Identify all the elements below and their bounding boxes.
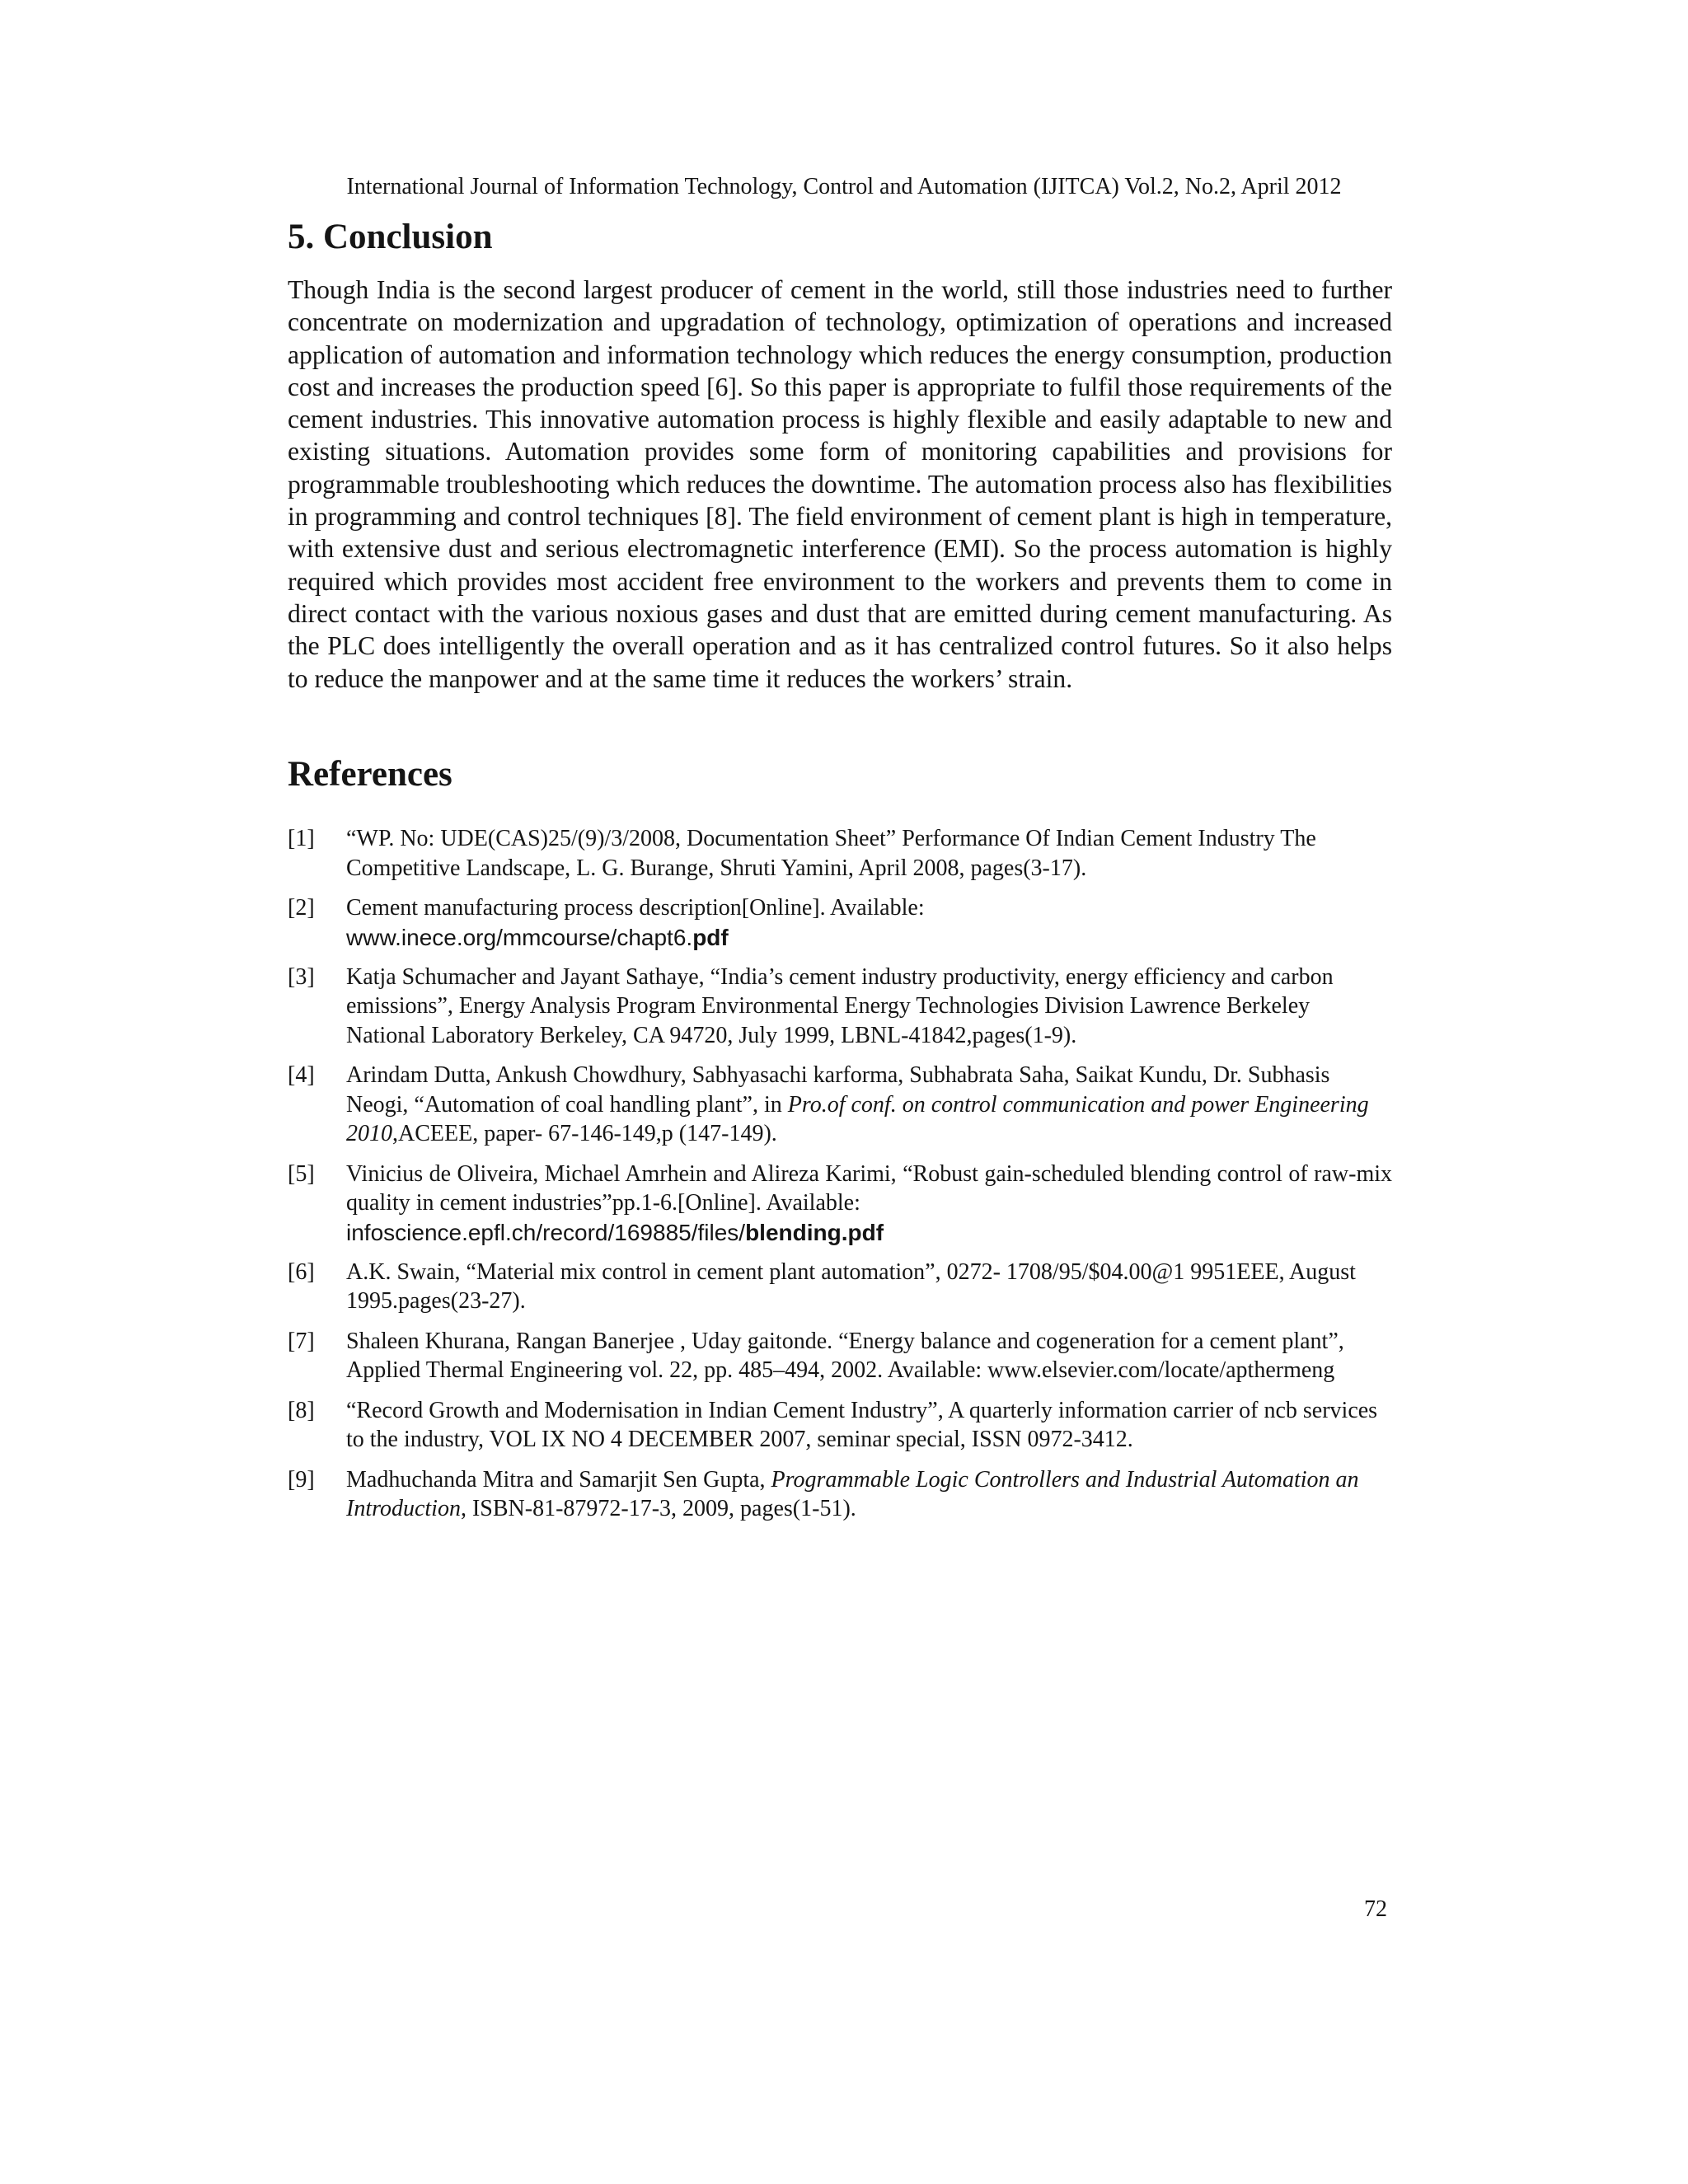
reference-url: www.inece.org/mmcourse/chapt6.: [346, 924, 693, 950]
reference-text: Vinicius de Oliveira, Michael Amrhein and Alireza Karimi, “Robust gain-scheduled blending control of raw-mix quality in cement industries”pp.1-6.[Online]. Available:: [346, 1160, 1392, 1216]
reference-text-block: [346, 1061, 1392, 1149]
reference-number: [6]: [288, 1258, 315, 1285]
reference-item-8: [288, 1396, 1392, 1455]
reference-text-block: [346, 893, 1392, 952]
reference-item-3: [288, 963, 1392, 1051]
reference-number: [1]: [288, 826, 315, 851]
reference-text: Arindam Dutta, Ankush Chowdhury, Sabhyasachi karforma, Subhabrata Saha, Saikat Kundu, Dr. Subhasis Neogi, “Automation of coal handling plant”, in: [346, 1062, 1330, 1118]
reference-item-7: [288, 1327, 1392, 1385]
reference-text: A.K. Swain, “Material mix control in cement plant automation”, 0272- 1708/95/$04.00@1 9951EEE, August 1995.pages(23-27).: [346, 1258, 1356, 1314]
reference-item-9: [288, 1465, 1392, 1524]
reference-number: [2]: [288, 895, 315, 921]
references-heading: References: [288, 755, 452, 794]
reference-number: [3]: [288, 963, 315, 990]
reference-list: [288, 824, 1392, 1535]
conclusion-body: Though India is the second largest producer of cement in the world, still those industries need to further concentrate on modernization and upgradation of technology, optimization of operations and increased application of automation and information technology which reduces the energy consumption, production cost and increases the production speed [6]. So this paper is appropriate to fulfil those requirements of the cement industries. This innovative automation process is highly flexible and easily adaptable to new and existing situations. Automation provides some form of monitoring capabilities and provisions for programmable troubleshooting which reduces the downtime. The automation process also has flexibilities in programming and control techniques [8]. The field environment of cement plant is high in temperature, with extensive dust and serious electromagnetic interference (EMI). So the process automation is highly required which provides most accident free environment to the workers and prevents them to come in direct contact with the various noxious gases and dust that are emitted during cement manufacturing. As the PLC does intelligently the overall operation and as it has centralized control futures. So it also helps to reduce the manpower and at the same time it reduces the workers’ strain.: [288, 275, 1392, 693]
reference-text-block: [346, 1160, 1392, 1247]
reference-text: Katja Schumacher and Jayant Sathaye, “India’s cement industry productivity, energy efficiency and carbon emissions”, Energy Analysis Program Environmental Energy Technologies Division Lawrence Berkeley National Laboratory Berkeley, CA 94720, July 1999, LBNL-41842,pages(1-9).: [346, 963, 1334, 1048]
reference-text-tail: ,ACEEE, paper- 67-146-149,p (147-149).: [392, 1121, 777, 1146]
page-number: 72: [1364, 1896, 1387, 1922]
reference-number: [5]: [288, 1160, 315, 1187]
reference-number: [9]: [288, 1466, 315, 1493]
reference-item-2: [288, 893, 1392, 952]
reference-text: Shaleen Khurana, Rangan Banerjee , Uday gaitonde. “Energy balance and cogeneration for a cement plant”, Applied Thermal Engineering vol. 22, pp. 485–494, 2002. Available: www.elsevier.com/locate/apthermeng: [346, 1328, 1344, 1383]
reference-italic-text: Pro.of conf. on control communication and power Engineering 2010: [346, 1091, 1369, 1146]
reference-item-5: [288, 1160, 1392, 1247]
reference-url: infoscience.epfl.ch/record/169885/files/: [346, 1219, 746, 1245]
reference-number: [7]: [288, 1328, 315, 1354]
reference-url-bold: blending.pdf: [745, 1219, 884, 1245]
reference-number: [8]: [288, 1397, 315, 1423]
conclusion-heading: 5. Conclusion: [288, 218, 493, 256]
journal-running-header: International Journal of Information Technology, Control and Automation (IJITCA) Vol.2, No.2, April 2012: [346, 174, 1342, 199]
reference-item-1: [288, 824, 1392, 883]
reference-text-block: [346, 1465, 1392, 1524]
reference-text: Cement manufacturing process description[Online]. Available:: [346, 895, 925, 921]
reference-url-bold: pdf: [692, 924, 729, 950]
reference-number: [4]: [288, 1062, 315, 1088]
reference-text: Madhuchanda Mitra and Samarjit Sen Gupta,: [346, 1466, 771, 1493]
reference-item-4: [288, 1061, 1392, 1149]
reference-italic-text: Programmable Logic Controllers and Industrial Automation an Introduction: [346, 1466, 1359, 1521]
reference-text-tail: , ISBN-81-87972-17-3, 2009, pages(1-51).: [460, 1496, 856, 1521]
reference-url-link[interactable]: [346, 923, 1392, 952]
reference-text: “Record Growth and Modernisation in Indian Cement Industry”, A quarterly information carrier of ncb services to the industry, VOL IX NO 4 DECEMBER 2007, seminar special, ISSN 0972-3412.: [346, 1397, 1378, 1452]
reference-item-6: [288, 1258, 1392, 1316]
reference-url-link[interactable]: [346, 1218, 1392, 1247]
reference-text: “WP. No: UDE(CAS)25/(9)/3/2008, Documentation Sheet” Performance Of Indian Cement Industry The Competitive Landscape, L. G. Burange, Shruti Yamini, April 2008, pages(3-17).: [346, 826, 1316, 881]
